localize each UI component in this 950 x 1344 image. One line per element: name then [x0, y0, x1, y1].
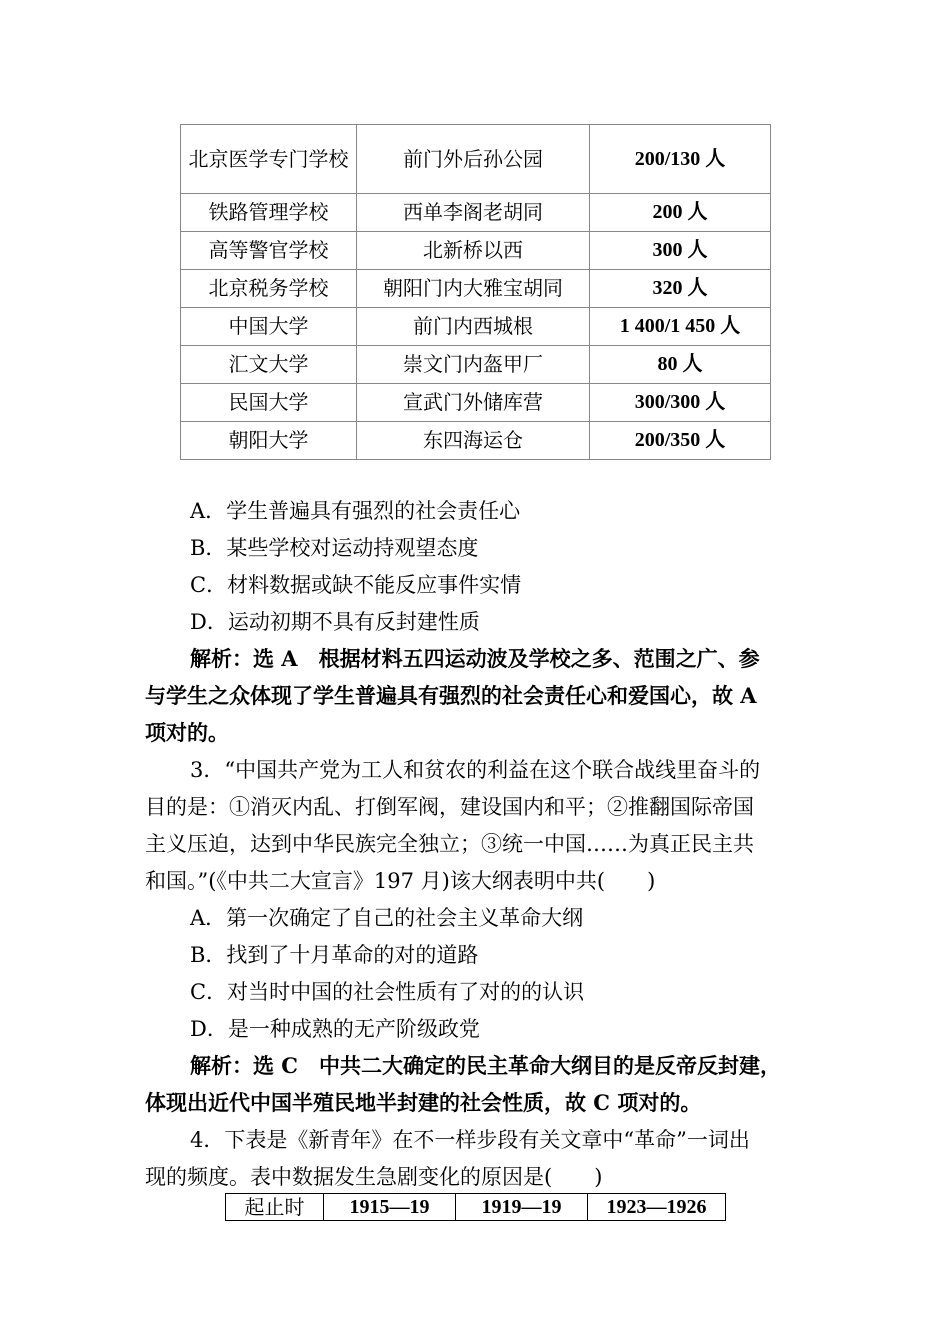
location-cell: 宣武门外储库营 — [357, 384, 590, 422]
table-row — [181, 232, 771, 270]
count-cell: 200/350 人 — [590, 422, 771, 460]
q2-option-b: B．某些学校对运动持观望态度 — [190, 536, 479, 560]
q2-option-a: A．学生普遍具有强烈的社会责任心 — [190, 499, 521, 523]
header-cell-1915: 1915—19 — [324, 1194, 456, 1221]
school-cell: 北京税务学校 — [181, 270, 357, 308]
q4-stem-line-2: 现的频度。表中数据发生急剧变化的原因是( ) — [145, 1165, 603, 1189]
q2-analysis-label: 解析： — [190, 646, 253, 671]
school-cell: 中国大学 — [181, 308, 357, 346]
q3-stem-line-2: 目的是：①消灭内乱、打倒军阀，建设国内和平；②推翻国际帝国 — [145, 795, 754, 819]
q3-option-d: D．是一种成熟的无产阶级政党 — [190, 1017, 480, 1041]
table-row — [181, 270, 771, 308]
table-row — [181, 194, 771, 232]
header-cell-period: 起止时 — [226, 1194, 324, 1221]
count-cell: 320 人 — [590, 270, 771, 308]
school-table — [180, 124, 771, 460]
location-cell: 前门内西城根 — [357, 308, 590, 346]
q3-analysis-line-2: 体现出近代中国半殖民地半封建的社会性质，故 C 项对的。 — [145, 1090, 702, 1115]
count-cell: 300 人 — [590, 232, 771, 270]
count-cell: 200/130 人 — [590, 125, 771, 194]
table-row — [181, 384, 771, 422]
school-cell: 民国大学 — [181, 384, 357, 422]
q2-analysis-line-1: 解析：选 A 根据材料五四运动波及学校之多、范围之广、参 — [190, 646, 760, 671]
school-cell: 北京医学专门学校 — [181, 125, 357, 194]
location-cell: 朝阳门内大雅宝胡同 — [357, 270, 590, 308]
q3-stem-line-3: 主义压迫，达到中华民族完全独立；③统一中国……为真正民主共 — [145, 832, 754, 856]
q3-option-a: A．第一次确定了自己的社会主义革命大纲 — [190, 906, 584, 930]
school-cell: 朝阳大学 — [181, 422, 357, 460]
q2-analysis-line-2: 与学生之众体现了学生普遍具有强烈的社会责任心和爱国心，故 A — [145, 683, 757, 708]
q3-option-b: B．找到了十月革命的对的道路 — [190, 943, 479, 967]
table-row — [181, 125, 771, 194]
header-cell-1919: 1919—19 — [456, 1194, 588, 1221]
q2-option-d: D．运动初期不具有反封建性质 — [190, 610, 480, 634]
table-row — [181, 308, 771, 346]
q3-analysis-line-1: 解析：选 C 中共二大确定的民主革命大纲目的是反帝反封建， — [190, 1053, 782, 1078]
table-row — [181, 422, 771, 460]
q3-stem-line-1: 3．“中国共产党为工人和贫农的利益在这个联合战线里奋斗的 — [190, 758, 761, 782]
revolution-frequency-table — [225, 1193, 726, 1221]
location-cell: 北新桥以西 — [357, 232, 590, 270]
q3-option-c: C．对当时中国的社会性质有了对的的认识 — [190, 980, 585, 1004]
q2-analysis-line-3: 项对的。 — [145, 720, 229, 745]
q3-stem-line-4: 和国。”(《中共二大宣言》197 月)该大纲表明中共( ) — [145, 869, 656, 893]
table-row — [181, 346, 771, 384]
q4-stem-line-1: 4．下表是《新青年》在不一样步段有关文章中“革命”一词出 — [190, 1128, 750, 1152]
count-cell: 80 人 — [590, 346, 771, 384]
q2-option-c: C．材料数据或缺不能反应事件实情 — [190, 573, 522, 597]
school-cell: 高等警官学校 — [181, 232, 357, 270]
location-cell: 东四海运仓 — [357, 422, 590, 460]
location-cell: 西单李阁老胡同 — [357, 194, 590, 232]
school-cell: 铁路管理学校 — [181, 194, 357, 232]
count-cell: 300/300 人 — [590, 384, 771, 422]
location-cell: 前门外后孙公园 — [357, 125, 590, 194]
count-cell: 1 400/1 450 人 — [590, 308, 771, 346]
table-header-row — [226, 1194, 726, 1221]
q3-analysis-label: 解析： — [190, 1053, 253, 1078]
header-cell-1923: 1923—1926 — [588, 1194, 726, 1221]
school-cell: 汇文大学 — [181, 346, 357, 384]
location-cell: 崇文门内盔甲厂 — [357, 346, 590, 384]
count-cell: 200 人 — [590, 194, 771, 232]
